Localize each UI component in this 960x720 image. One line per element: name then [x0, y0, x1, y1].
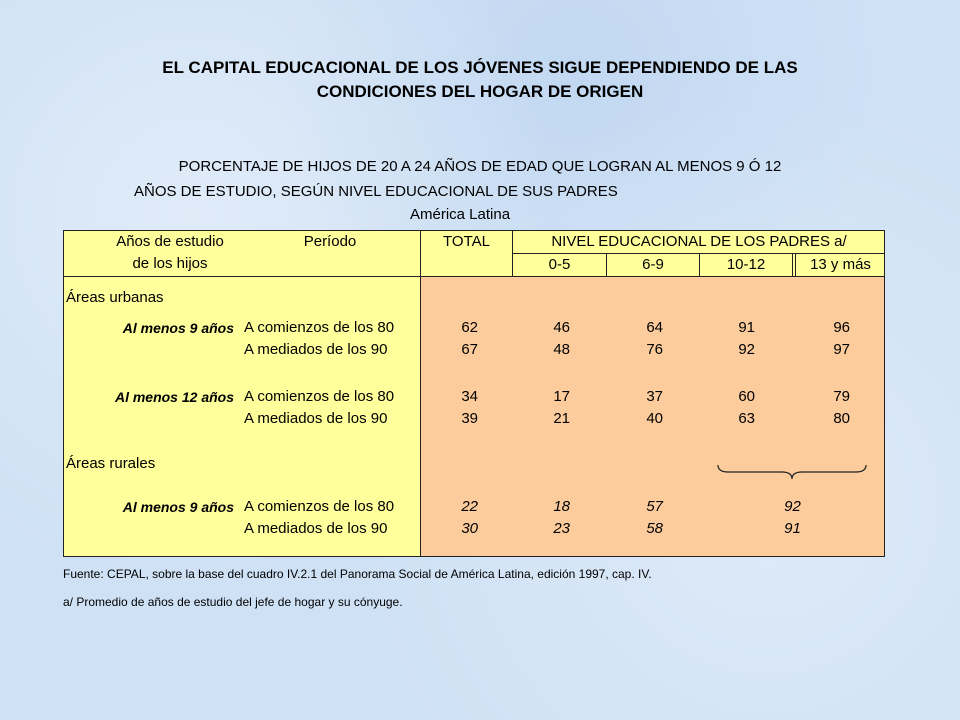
row-value: 63 — [738, 410, 755, 427]
row-merged-value: 92 — [784, 498, 801, 515]
title-line-1: EL CAPITAL EDUCACIONAL DE LOS JÓVENES SIGUE DEPENDIENDO DE LAS — [162, 58, 798, 77]
title-line-2: CONDICIONES DEL HOGAR DE ORIGEN — [316, 82, 644, 101]
row-value: 92 — [738, 341, 755, 358]
row-value: 46 — [553, 319, 570, 336]
row-total: 62 — [461, 319, 478, 336]
source-note: Fuente: CEPAL, sobre la base del cuadro IV.2.1 del Panorama Social de América Latina, edición 1997, cap. IV. — [63, 567, 652, 581]
subtitle-region: América Latina — [410, 206, 511, 223]
subtitle-line-2: AÑOS DE ESTUDIO, SEGÚN NIVEL EDUCACIONAL DE SUS PADRES — [134, 183, 618, 200]
row-value: 40 — [646, 410, 663, 427]
header-period: Período — [303, 233, 357, 250]
row-value: 96 — [833, 319, 850, 336]
header-col-6-9: 6-9 — [642, 256, 664, 273]
header-total: TOTAL — [443, 233, 490, 250]
row-value: 79 — [833, 388, 850, 405]
group-label: Al menos 9 años — [122, 499, 234, 515]
column-divider-13 — [792, 253, 793, 276]
header-years-line-1: Años de estudio — [116, 233, 224, 250]
row-period: A comienzos de los 80 — [244, 498, 395, 515]
row-value: 18 — [553, 498, 570, 515]
header-col-0-5: 0-5 — [548, 256, 571, 273]
header-col-13-mas: 13 y más — [810, 256, 871, 273]
header-col-10-12: 10-12 — [726, 256, 766, 273]
group-label: Al menos 9 años — [122, 320, 234, 336]
footnote: a/ Promedio de años de estudio del jefe de hogar y su cónyuge. — [63, 595, 403, 609]
row-merged-value: 91 — [784, 520, 801, 537]
row-value: 91 — [738, 319, 755, 336]
row-value: 21 — [553, 410, 570, 427]
row-value: 60 — [738, 388, 755, 405]
row-period: A comienzos de los 80 — [244, 319, 395, 336]
row-period: A comienzos de los 80 — [244, 388, 395, 405]
header-parents: NIVEL EDUCACIONAL DE LOS PADRES a/ — [551, 233, 847, 250]
row-value: 64 — [646, 319, 663, 336]
merge-brace — [716, 463, 868, 481]
section-label: Áreas rurales — [66, 455, 156, 472]
subtitle-line-1: PORCENTAJE DE HIJOS DE 20 A 24 AÑOS DE EDAD QUE LOGRAN AL MENOS 9 Ó 12 — [178, 158, 782, 175]
group-label: Al menos 12 años — [114, 389, 234, 405]
row-value: 58 — [646, 520, 663, 537]
row-value: 37 — [646, 388, 663, 405]
row-total: 30 — [461, 520, 478, 537]
row-value: 57 — [646, 498, 663, 515]
row-total: 34 — [461, 388, 478, 405]
row-value: 97 — [833, 341, 850, 358]
row-period: A mediados de los 90 — [244, 341, 388, 358]
header-years-line-2: de los hijos — [132, 255, 208, 272]
row-value: 76 — [646, 341, 663, 358]
row-period: A mediados de los 90 — [244, 520, 388, 537]
row-total: 22 — [461, 498, 478, 515]
row-total: 39 — [461, 410, 478, 427]
header-divider — [63, 276, 885, 277]
row-period: A mediados de los 90 — [244, 410, 388, 427]
row-value: 80 — [833, 410, 850, 427]
section-label: Áreas urbanas — [66, 289, 164, 306]
row-value: 48 — [553, 341, 570, 358]
row-total: 67 — [461, 341, 478, 358]
row-value: 23 — [553, 520, 570, 537]
page-title — [40, 56, 920, 104]
row-value: 17 — [553, 388, 570, 405]
